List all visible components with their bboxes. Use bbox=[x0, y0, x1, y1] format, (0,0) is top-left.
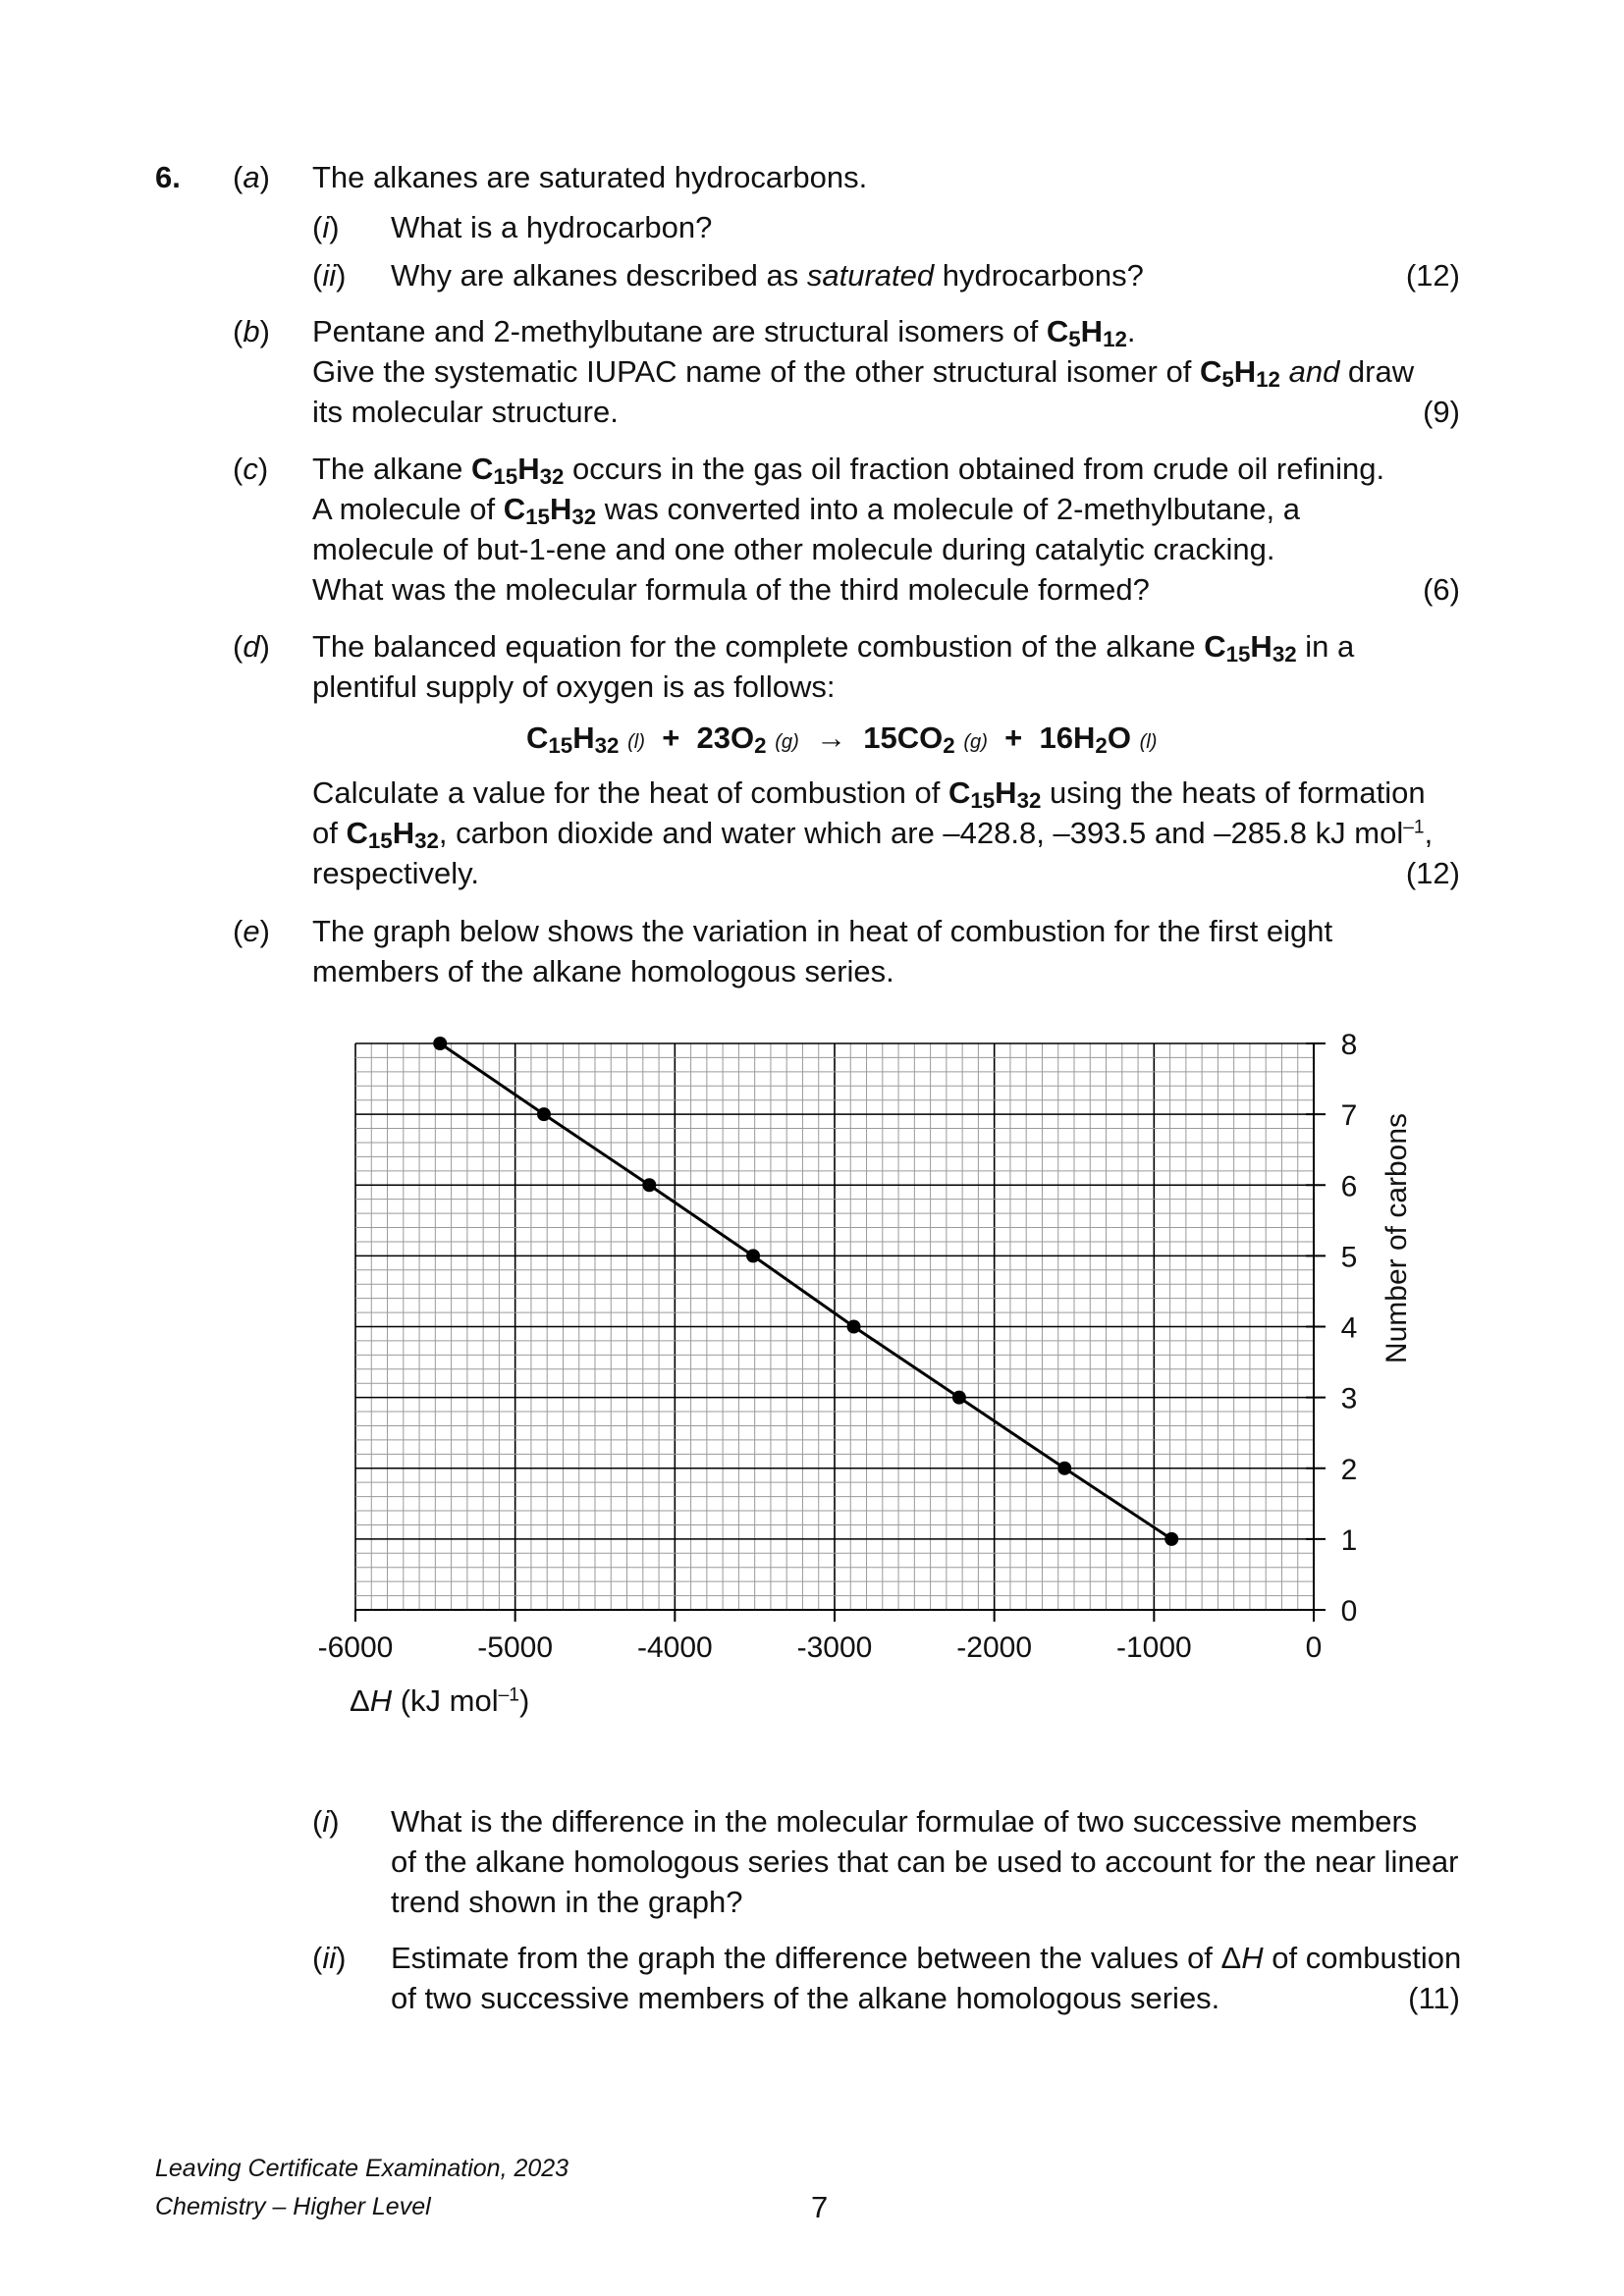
y-tick-label: 5 bbox=[1340, 1241, 1358, 1274]
x-tick-label: 0 bbox=[1305, 1631, 1323, 1664]
data-point bbox=[1164, 1532, 1178, 1546]
y-tick-label: 0 bbox=[1340, 1595, 1358, 1628]
page-number: 7 bbox=[811, 2190, 829, 2224]
part-e-i-line2: of the alkane homologous series that can be used to account for the near linear bbox=[391, 1844, 1459, 1879]
x-tick-label: -3000 bbox=[796, 1631, 873, 1664]
data-point bbox=[1057, 1462, 1071, 1475]
data-point bbox=[642, 1178, 656, 1192]
part-a-i-label: (i) bbox=[312, 210, 340, 244]
part-d-calc2: of $C_{15}H_{32}$, carbon dioxide and water which are –428.8, –393.5 and –285.8 kJ mol$^{-1}$, bbox=[312, 816, 1434, 853]
part-a-label: (a) bbox=[233, 160, 270, 194]
part-e-ii-line1: Estimate from the graph the difference between the values of ΔH of combustion bbox=[391, 1941, 1462, 1975]
footer-subject: Chemistry – Higher Level bbox=[155, 2193, 431, 2220]
part-b-label: (b) bbox=[233, 314, 270, 348]
part-c-line1: The alkane $C_{15}H_{32}$ occurs in the gas oil fraction obtained from crude oil refining. bbox=[312, 452, 1385, 489]
y-tick-label: 1 bbox=[1340, 1523, 1358, 1557]
part-e-line1: The graph below shows the variation in heat of combustion for the first eight bbox=[312, 914, 1333, 948]
part-e-label: (e) bbox=[233, 914, 270, 948]
part-b-line1: Pentane and 2-methylbutane are structural isomers of $C_5H_{12}$. bbox=[312, 314, 1136, 351]
part-c-marks: (6) bbox=[1423, 572, 1460, 607]
question-number: 6. bbox=[155, 160, 181, 194]
data-point bbox=[537, 1107, 551, 1121]
part-b-line2: Give the systematic IUPAC name of the other structural isomer of $C_5H_{12}$ and draw bbox=[312, 354, 1415, 392]
chart-x-axis-label: ΔH (kJ mol$^{-1}$) bbox=[350, 1683, 530, 1718]
part-d-calc1: Calculate a value for the heat of combustion of $C_{15}H_{32}$ using the heats of formation bbox=[312, 775, 1426, 813]
part-a-ii-label: (ii) bbox=[312, 258, 347, 293]
part-d-line2: plentiful supply of oxygen is as follows: bbox=[312, 669, 836, 704]
part-c-line4: What was the molecular formula of the third molecule formed? bbox=[312, 572, 1150, 607]
part-c-line2: A molecule of $C_{15}H_{32}$ was converted into a molecule of 2-methylbutane, a bbox=[312, 492, 1301, 529]
part-a-i-text: What is a hydrocarbon? bbox=[391, 210, 713, 244]
footer-exam-title: Leaving Certificate Examination, 2023 bbox=[155, 2155, 569, 2182]
part-a-marks: (12) bbox=[1405, 258, 1460, 293]
x-tick-label: -4000 bbox=[636, 1631, 713, 1664]
part-a-ii-text: Why are alkanes described as saturated hydrocarbons? bbox=[391, 258, 1144, 293]
part-c-line3: molecule of but-1-ene and one other molecule during catalytic cracking. bbox=[312, 532, 1275, 566]
part-a-stem: The alkanes are saturated hydrocarbons. bbox=[312, 160, 868, 194]
part-d-calc3: respectively. bbox=[312, 856, 479, 890]
part-b-marks: (9) bbox=[1423, 395, 1460, 429]
data-point bbox=[952, 1391, 966, 1405]
x-tick-label: -5000 bbox=[477, 1631, 554, 1664]
y-tick-label: 8 bbox=[1340, 1029, 1358, 1061]
part-e-marks: (11) bbox=[1408, 1981, 1460, 2015]
part-c-label: (c) bbox=[233, 452, 269, 486]
y-tick-label: 3 bbox=[1340, 1382, 1358, 1415]
y-tick-label: 6 bbox=[1340, 1170, 1358, 1203]
x-tick-label: -2000 bbox=[956, 1631, 1033, 1664]
part-d-line1: The balanced equation for the complete combustion of the alkane $C_{15}H_{32}$ in a bbox=[312, 629, 1355, 667]
data-point bbox=[847, 1320, 861, 1334]
part-e-i-label: (i) bbox=[312, 1804, 340, 1839]
part-d-label: (d) bbox=[233, 629, 270, 664]
combustion-equation: $C_{15}H_{32}$ $(l) + 23O_2$ $(g) \to 15CO_2$ $(g) + 16H_2O$ (l) bbox=[526, 721, 1158, 758]
x-tick-label: -6000 bbox=[317, 1631, 394, 1664]
y-axis-label: Number of carbons bbox=[1380, 1112, 1413, 1364]
part-b-line3: its molecular structure. bbox=[312, 395, 619, 429]
y-tick-label: 4 bbox=[1340, 1311, 1358, 1345]
part-e-i-line1: What is the difference in the molecular formulae of two successive members bbox=[391, 1804, 1418, 1839]
x-tick-label: -1000 bbox=[1115, 1631, 1192, 1664]
y-tick-label: 7 bbox=[1340, 1099, 1358, 1133]
part-d-marks: (12) bbox=[1405, 856, 1460, 890]
part-e-i-line3: trend shown in the graph? bbox=[391, 1885, 743, 1919]
data-point bbox=[746, 1249, 760, 1262]
part-e-ii-line2: of two successive members of the alkane homologous series. bbox=[391, 1981, 1220, 2015]
part-e-ii-label: (ii) bbox=[312, 1941, 347, 1975]
part-e-line2: members of the alkane homologous series. bbox=[312, 954, 894, 988]
data-point bbox=[433, 1037, 447, 1050]
y-tick-label: 2 bbox=[1340, 1453, 1358, 1486]
